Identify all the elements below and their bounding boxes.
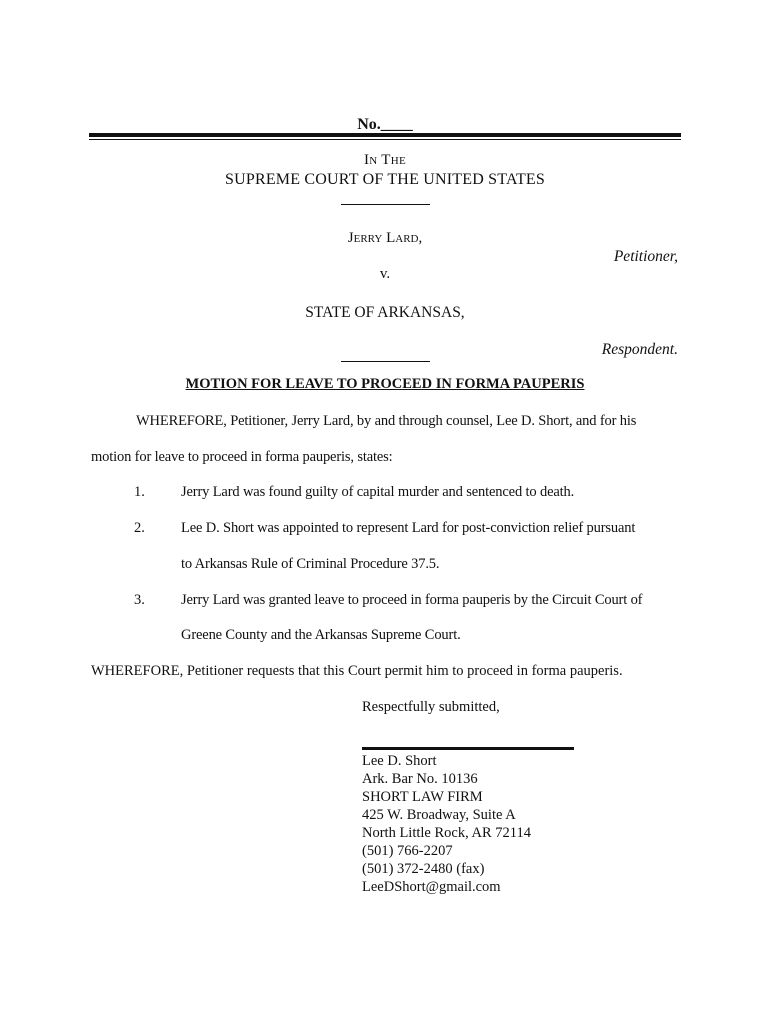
respondent-role: Respondent.	[601, 341, 678, 358]
conclusion-paragraph: WHEREFORE, Petitioner requests that this Court permit him to proceed in forma pauperis.	[91, 663, 623, 679]
item-text-continued: Greene County and the Arkansas Supreme Court.	[181, 627, 461, 643]
firm-name: SHORT LAW FIRM	[362, 789, 483, 805]
respondent-name: STATE OF ARKANSAS,	[305, 304, 465, 321]
item-text-continued: to Arkansas Rule of Criminal Procedure 37.5.	[181, 556, 440, 572]
email-address: LeeDShort@gmail.com	[362, 879, 501, 895]
signature-block	[362, 752, 531, 896]
bar-number: Ark. Bar No. 10136	[362, 771, 478, 787]
phone-number: (501) 766-2207	[362, 843, 453, 859]
intro-paragraph-line-1: WHEREFORE, Petitioner, Jerry Lard, by and through counsel, Lee D. Short, and for his	[136, 413, 637, 429]
closing: Respectfully submitted,	[362, 699, 500, 715]
caption-divider-top	[341, 204, 430, 205]
petitioner-role: Petitioner,	[613, 248, 678, 265]
item-number: 3.	[134, 592, 145, 608]
item-number: 1.	[134, 484, 145, 500]
motion-title: MOTION FOR LEAVE TO PROCEED IN FORMA PAUPERIS	[185, 376, 585, 392]
city-state-zip: North Little Rock, AR 72114	[362, 825, 532, 841]
header-rule-thin	[89, 139, 681, 140]
street-address: 425 W. Broadway, Suite A	[362, 807, 516, 823]
court-prefix: In The	[363, 152, 407, 168]
item-number: 2.	[134, 520, 145, 536]
attorney-name: Lee D. Short	[362, 753, 437, 769]
signature-line	[362, 747, 574, 750]
item-text: Lee D. Short was appointed to represent Lard for post-conviction relief pursuant	[181, 520, 636, 536]
caption-divider-bottom	[341, 361, 430, 362]
versus: v.	[379, 266, 391, 282]
header-rule-thick	[89, 133, 681, 137]
court-name: SUPREME COURT OF THE UNITED STATES	[225, 171, 545, 188]
petitioner-name: Jerry Lard,	[347, 230, 423, 246]
item-text: Jerry Lard was granted leave to proceed in forma pauperis by the Circuit Court of	[181, 592, 643, 608]
intro-paragraph-line-2: motion for leave to proceed in forma pauperis, states:	[91, 449, 393, 465]
item-text: Jerry Lard was found guilty of capital murder and sentenced to death.	[181, 484, 575, 500]
docket-number: No.____	[357, 116, 413, 133]
fax-number: (501) 372-2480 (fax)	[362, 861, 485, 877]
